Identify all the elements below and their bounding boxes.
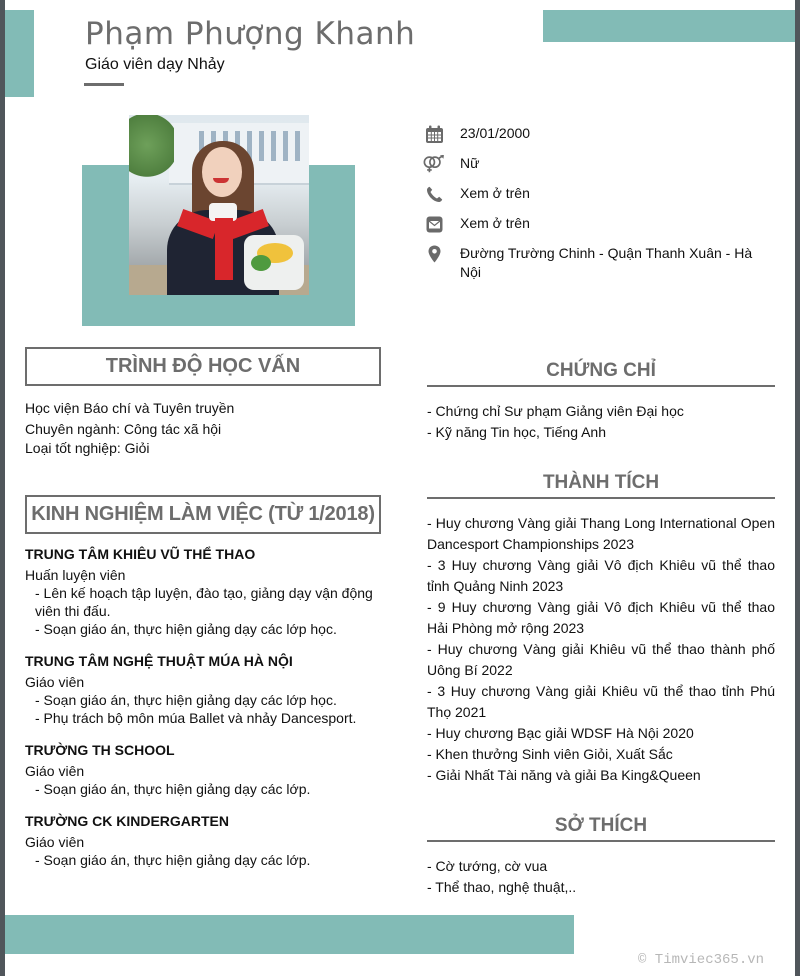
accent-block-top-left	[5, 10, 34, 97]
experience-company: TRUNG TÂM NGHỆ THUẬT MÚA HÀ NỘI	[25, 653, 293, 669]
achievement-item: - 3 Huy chương Vàng giải Khiêu vũ thể thao tỉnh Phú Thọ 2021	[427, 683, 775, 720]
achievement-item: - 3 Huy chương Vàng giải Vô địch Khiêu vũ thể thao tỉnh Quảng Ninh 2023	[427, 557, 775, 594]
experience-item	[25, 545, 385, 638]
education-school: Học viện Báo chí và Tuyên truyền	[25, 400, 235, 416]
achievement-item: - Huy chương Vàng giải Thang Long International Open Dancesport Championships 2023	[427, 515, 775, 552]
contact-birthdate	[423, 124, 773, 144]
certificates-list	[427, 401, 777, 443]
profile-photo	[129, 115, 309, 295]
achievements-heading: THÀNH TÍCH	[427, 472, 775, 499]
experience-task: - Soạn giáo án, thực hiện giảng dạy các lớp.	[35, 852, 311, 868]
phone-icon	[423, 184, 445, 204]
achievement-item: - Giải Nhất Tài năng và giải Ba King&Queen	[427, 767, 701, 783]
contact-phone	[423, 184, 773, 204]
education-body	[25, 399, 234, 458]
accent-block-bottom	[5, 915, 574, 954]
experience-item	[25, 741, 385, 798]
education-major: Chuyên ngành: Công tác xã hội	[25, 421, 222, 437]
experience-list	[25, 545, 385, 883]
hobby-item: - Thể thao, nghệ thuật,..	[427, 879, 577, 895]
birthdate-value: 23/01/2000	[460, 125, 531, 141]
envelope-icon	[423, 214, 445, 234]
achievement-item: - Huy chương Bạc giải WDSF Hà Nội 2020	[427, 725, 694, 741]
experience-item	[25, 812, 385, 869]
hobbies-list	[427, 856, 775, 898]
map-marker-icon	[423, 244, 445, 264]
left-frame-edge	[0, 0, 5, 976]
achievement-item: - 9 Huy chương Vàng giải Vô địch Khiêu vũ thể thao Hải Phòng mở rộng 2023	[427, 599, 775, 636]
experience-task: - Soạn giáo án, thực hiện giảng dạy các lớp.	[35, 781, 311, 797]
achievement-item: - Khen thưởng Sinh viên Giỏi, Xuất Sắc	[427, 746, 673, 762]
accent-block-top-right	[543, 10, 795, 42]
gender-icon	[423, 154, 445, 174]
contact-email	[423, 214, 773, 234]
experience-item	[25, 652, 385, 727]
calendar-icon	[423, 124, 445, 144]
experience-task: - Lên kế hoạch tập luyện, đào tạo, giảng dạy vận động viên thi đấu.	[35, 585, 373, 619]
education-grade: Loại tốt nghiệp: Giỏi	[25, 440, 150, 456]
education-heading: TRÌNH ĐỘ HỌC VẤN	[25, 347, 381, 386]
achievement-item: - Huy chương Vàng giải Khiêu vũ thể thao thành phố Uông Bí 2022	[427, 641, 775, 678]
experience-role: Giáo viên	[25, 834, 85, 850]
experience-role: Huấn luyện viên	[25, 567, 126, 583]
hobbies-heading: SỞ THÍCH	[427, 815, 775, 842]
achievements-list	[427, 513, 775, 786]
hobby-item: - Cờ tướng, cờ vua	[427, 858, 548, 874]
experience-role: Giáo viên	[25, 674, 85, 690]
gender-value: Nữ	[460, 155, 480, 171]
experience-company: TRƯỜNG CK KINDERGARTEN	[25, 813, 229, 829]
certificate-item: - Chứng chỉ Sư phạm Giảng viên Đại học	[427, 403, 684, 419]
experience-heading: KINH NGHIỆM LÀM VIỆC (TỪ 1/2018)	[25, 495, 381, 534]
contact-address	[423, 244, 773, 282]
copyright-watermark: © Timviec365.vn	[638, 952, 765, 968]
contact-info	[423, 124, 773, 292]
experience-task: - Soạn giáo án, thực hiện giảng dạy các lớp học.	[35, 621, 337, 637]
job-title: Giáo viên dạy Nhảy	[85, 56, 225, 73]
experience-role: Giáo viên	[25, 763, 85, 779]
experience-task: - Soạn giáo án, thực hiện giảng dạy các lớp học.	[35, 692, 337, 708]
email-value: Xem ở trên	[460, 215, 530, 231]
certificates-heading: CHỨNG CHỈ	[427, 360, 775, 387]
contact-gender	[423, 154, 773, 174]
experience-company: TRUNG TÂM KHIÊU VŨ THỂ THAO	[25, 546, 256, 562]
photo-tree	[129, 115, 174, 190]
right-frame-edge	[795, 0, 800, 976]
experience-company: TRƯỜNG TH SCHOOL	[25, 742, 175, 758]
phone-value: Xem ở trên	[460, 185, 530, 201]
candidate-name: Phạm Phượng Khanh	[85, 16, 416, 52]
address-value: Đường Trường Chinh - Quận Thanh Xuân - Hà Nội	[460, 245, 753, 280]
name-underline	[84, 83, 124, 86]
certificate-item: - Kỹ năng Tin học, Tiếng Anh	[427, 424, 607, 440]
experience-task: - Phụ trách bộ môn múa Ballet và nhảy Dancesport.	[35, 710, 357, 726]
